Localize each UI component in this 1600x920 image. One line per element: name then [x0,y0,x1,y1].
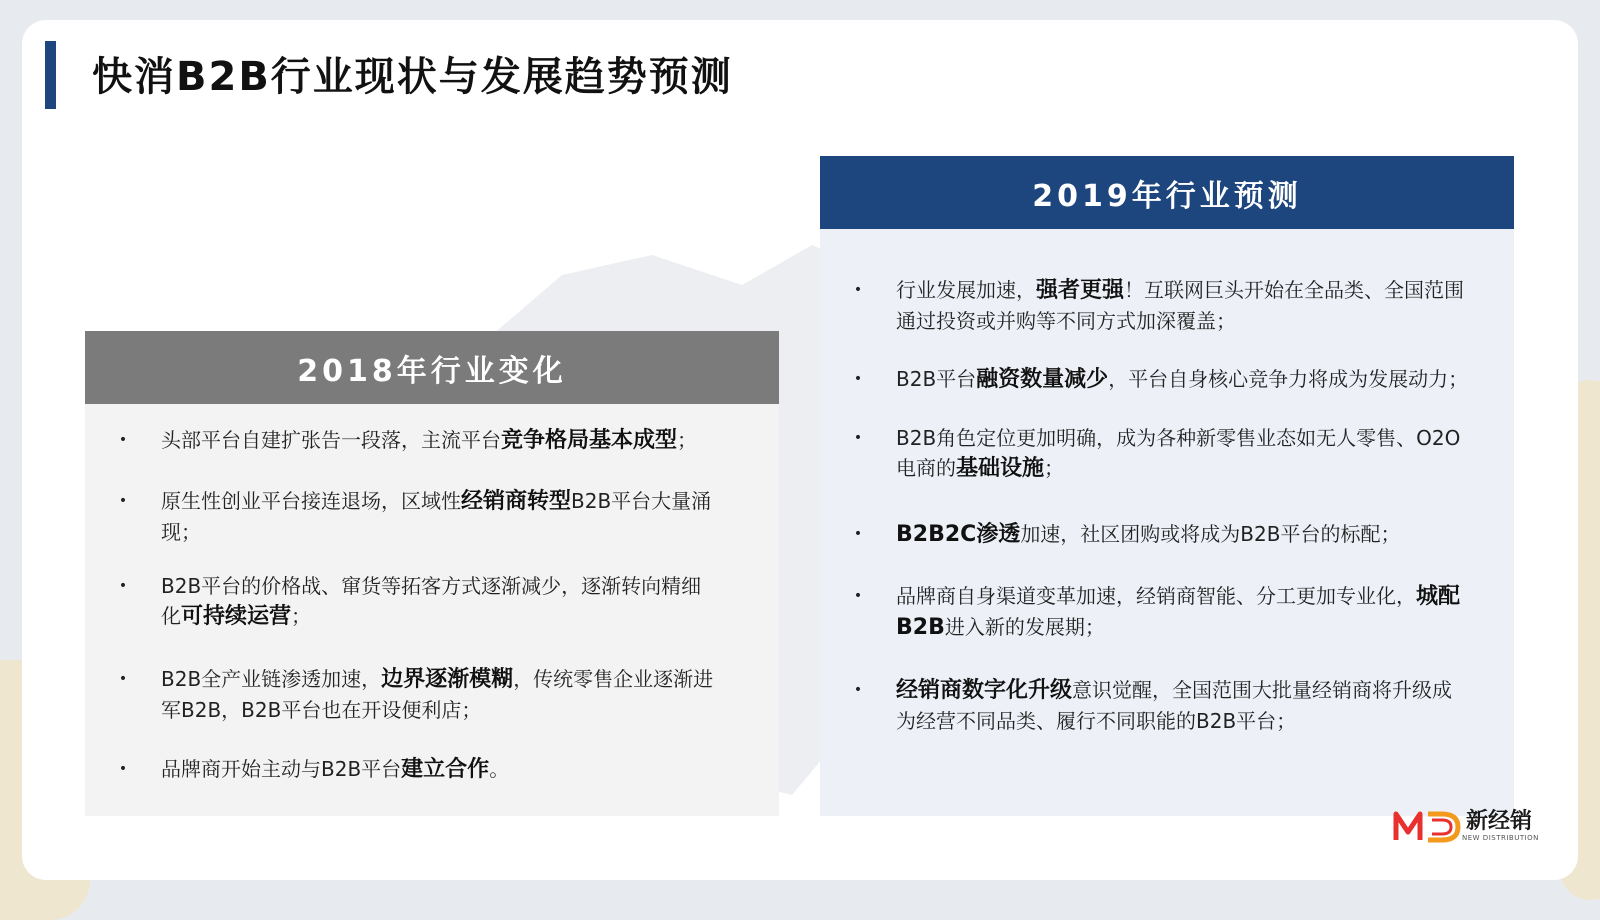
bullet-icon: • [853,282,863,298]
list-item [85,425,721,456]
bullet-icon: • [118,432,128,448]
brand-logo-text [1462,810,1539,843]
list-item [85,486,721,547]
brand-name-en: NEW DISTRIBUTION [1462,833,1539,842]
list-item [820,364,1471,395]
bullet-icon: • [853,430,863,446]
brand-logo [1392,806,1542,846]
panel-2019 [820,156,1514,816]
brand-name-cn: 新经销 [1466,808,1533,834]
list-item-text: 行业发展加速，强者更强！互联网巨头开始在全品类、全国范围通过投资或并购等不同方式加深覆盖； [896,278,1465,333]
list-item [820,581,1471,643]
list-item-text: B2B角色定位更加明确，成为各种新零售业态如无人零售、O2O电商的基础设施； [896,426,1461,481]
list-item-text: 头部平台自建扩张告一段落，主流平台竞争格局基本成型； [161,428,698,453]
list-item-text: 品牌商开始主动与B2B平台建立合作。 [161,757,510,782]
list-item [85,754,721,785]
list-item-text: 品牌商自身渠道变革加速，经销商智能、分工更加专业化，城配B2B进入新的发展期； [896,584,1461,640]
page-title: 快消B2B行业现状与发展趋势预测 [92,54,733,100]
list-item-text: B2B2C渗透加速，社区团购或将成为B2B平台的标配； [896,522,1401,547]
bullet-icon: • [118,671,128,687]
list-item [820,275,1471,336]
list-item [85,664,721,725]
panel-2018 [85,331,779,816]
list-item-text: B2B全产业链渗透加速，边界逐渐模糊，传统零售企业逐渐进军B2B，B2B平台也在开设便利店； [161,667,714,722]
bullet-icon: • [853,371,863,387]
panel-2019-header: 2019年行业预测 [820,156,1514,229]
list-item-text: 原生性创业平台接连退场，区域性经销商转型B2B平台大量涌现； [161,489,712,544]
bullet-icon: • [853,526,863,542]
list-item [820,423,1471,484]
list-item-text: B2B平台的价格战、窜货等拓客方式逐渐减少，逐渐转向精细化可持续运营； [161,574,702,629]
bullet-icon: • [118,493,128,509]
list-item [85,571,721,632]
bullet-icon: • [853,588,863,604]
list-item [820,519,1471,550]
slide [22,20,1578,880]
list-item-text: 经销商数字化升级意识觉醒，全国范围大批量经销商将升级成为经营不同品类、履行不同职能的B2B平台； [896,678,1453,733]
bullet-icon: • [118,578,128,594]
bullet-icon: • [118,761,128,777]
list-item [820,675,1471,736]
panel-2018-header: 2018年行业变化 [85,331,779,404]
title-accent-bar [45,41,56,109]
list-item-text: B2B平台融资数量减少，平台自身核心竞争力将成为发展动力； [896,367,1469,392]
bullet-icon: • [853,682,863,698]
brand-logo-icon [1392,808,1462,844]
